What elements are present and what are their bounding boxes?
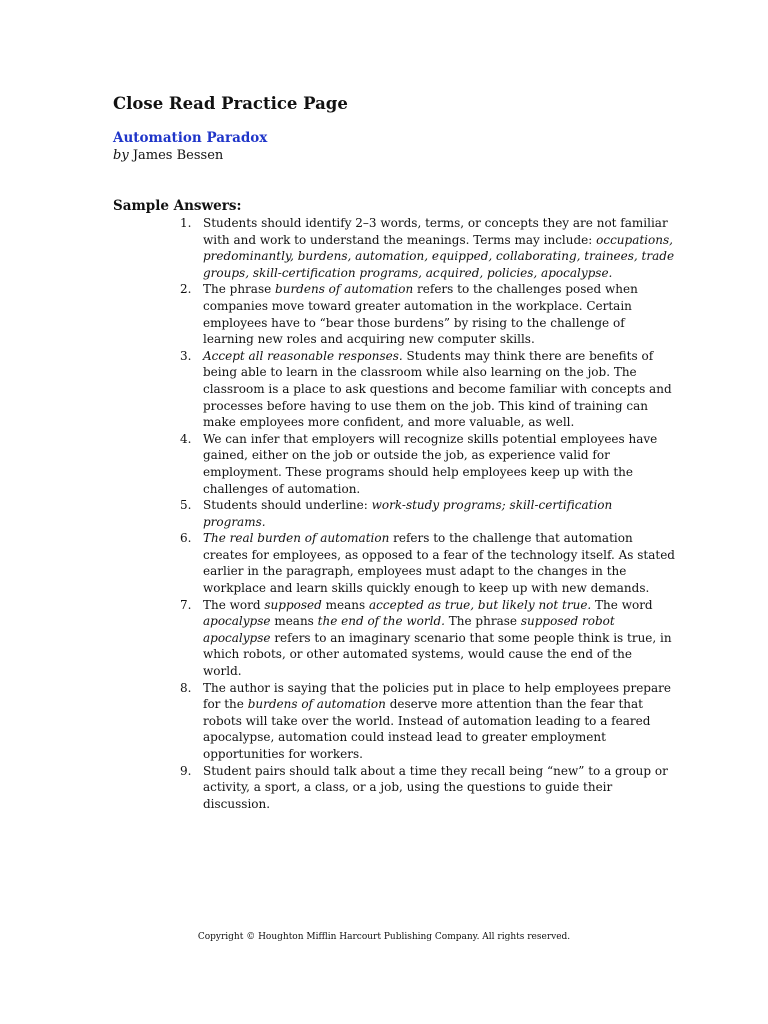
answer-line	[203, 646, 658, 663]
text-segment: learning new roles and acquiring new computer skills.	[203, 332, 535, 347]
text-segment: classroom is a place to ask questions and become familiar with concepts and	[203, 381, 672, 396]
answer-line	[203, 547, 675, 564]
answer-number: 1.	[180, 216, 192, 230]
text-segment: for the	[203, 697, 248, 712]
answer-text	[203, 281, 658, 347]
answer-number: 3.	[180, 348, 192, 363]
answer-line	[203, 746, 658, 763]
text-segment: The phrase	[444, 614, 521, 629]
answer-line	[203, 315, 658, 332]
italic-text: apocalypse	[203, 630, 271, 645]
answer-line	[203, 331, 658, 348]
answer-line	[203, 447, 658, 464]
answer-line	[203, 763, 668, 780]
italic-text: work-study programs; skill-certification	[371, 498, 613, 513]
answer-line	[203, 713, 658, 730]
italic-text: occupations,	[596, 232, 673, 247]
answer-item	[180, 281, 658, 347]
text-segment: with and work to understand the meanings. Terms may include:	[203, 232, 597, 247]
answer-line	[203, 481, 658, 498]
answer-line	[203, 232, 673, 249]
text-segment: Students may think there are benefits of	[402, 348, 654, 363]
answer-item	[180, 763, 668, 813]
answer-line	[203, 398, 658, 415]
answer-line	[203, 298, 658, 315]
answer-text	[203, 431, 658, 497]
text-segment: processes before having to use them on the job. This kind of training can	[203, 398, 648, 413]
text-segment: We can infer that employers will recognize skills potential employees have	[203, 431, 658, 446]
byline-by: by	[113, 148, 129, 163]
text-segment: means	[270, 614, 318, 629]
answer-text	[203, 530, 675, 596]
text-segment: Students should identify 2–3 words, terms, or concepts they are not familiar	[203, 216, 668, 230]
italic-text: predominantly, burdens, automation, equipped, collaborating, trainees, trade	[203, 249, 675, 264]
italic-text: burdens of automation	[275, 282, 414, 297]
answer-line	[203, 215, 668, 232]
text-segment: apocalypse, automation could instead lead to greater employment	[203, 730, 606, 745]
answer-number: 2.	[180, 282, 192, 297]
text-segment: robots will take over the world. Instead of automation leading to a feared	[203, 713, 651, 728]
text-segment: means	[321, 597, 369, 612]
answer-line	[203, 281, 658, 298]
text-segment: which robots, or other automated systems, would cause the end of the	[203, 647, 633, 662]
text-segment: The phrase	[203, 282, 276, 297]
text-segment: gained, either on the job or outside the job, as experience valid for	[203, 448, 610, 463]
answer-line	[203, 248, 675, 265]
answer-line	[203, 381, 672, 398]
answer-item	[180, 530, 675, 596]
answer-line	[203, 680, 671, 697]
answer-number: 7.	[180, 597, 192, 612]
answer-item	[180, 215, 675, 281]
answer-item	[180, 497, 658, 530]
answer-line	[203, 265, 658, 282]
answer-number: 9.	[180, 763, 192, 778]
italic-text: accepted as true, but likely not true.	[368, 597, 592, 612]
answer-number: 5.	[180, 498, 192, 513]
sample-answers-heading: Sample Answers:	[113, 198, 242, 214]
text-segment: companies move toward greater automation in the workplace. Certain	[203, 298, 632, 313]
text-segment: discussion.	[203, 796, 271, 811]
text-segment: activity, a sport, a class, or a job, using the questions to guide their	[203, 780, 613, 795]
text-segment: make employees more confident, and more valuable, as well.	[203, 415, 575, 430]
answer-text	[203, 215, 675, 281]
italic-text: Accept all reasonable responses.	[203, 348, 403, 363]
answer-line	[203, 663, 658, 680]
answer-text	[203, 497, 658, 530]
text-segment: The word	[203, 597, 265, 612]
italic-text: supposed robot	[520, 614, 615, 629]
italic-text: The real burden of automation	[203, 531, 390, 546]
text-segment: Students should underline:	[203, 498, 372, 513]
italic-text: supposed	[264, 597, 322, 612]
italic-text: programs.	[203, 514, 266, 529]
italic-text: burdens of automation	[247, 697, 386, 712]
answer-item	[180, 348, 672, 431]
answer-line	[203, 497, 658, 514]
answer-line	[203, 364, 658, 381]
copyright-footer: Copyright © Houghton Mifflin Harcourt Publishing Company. All rights reserved.	[197, 932, 571, 942]
answer-line	[203, 530, 658, 547]
text-segment: workplace and learn skills quickly enough to keep up with new demands.	[203, 581, 650, 596]
text-segment: world.	[203, 664, 242, 679]
text-segment: employment. These programs should help employees keep up with the	[203, 464, 633, 479]
text-segment: employees have to “bear those burdens” by rising to the challenge of	[203, 315, 625, 330]
author-name: James Bessen	[132, 148, 224, 163]
answer-line	[203, 696, 658, 713]
answer-line	[203, 414, 658, 431]
answer-item	[180, 431, 658, 497]
answer-line	[203, 563, 658, 580]
text-segment: being able to learn in the classroom while also learning on the job. The	[203, 365, 637, 380]
text-segment: The word	[591, 597, 653, 612]
article-title: Automation Paradox	[113, 130, 268, 146]
italic-text: groups, skill-certification programs, acquired, policies, apocalypse.	[203, 265, 613, 280]
text-segment: refers to the challenges posed when	[413, 282, 638, 297]
text-segment: opportunities for workers.	[203, 747, 363, 761]
text-segment: refers to the challenge that automation	[389, 531, 633, 546]
italic-text: the end of the world.	[317, 614, 445, 629]
italic-text: apocalypse	[203, 614, 271, 629]
answer-item	[180, 680, 671, 763]
answers-list	[180, 215, 675, 812]
answer-line	[203, 729, 658, 746]
text-segment: The author is saying that the policies put in place to help employees prepare	[203, 680, 671, 695]
answer-line	[203, 348, 658, 365]
answer-text	[203, 597, 672, 680]
answer-number: 4.	[180, 431, 192, 446]
text-segment: refers to an imaginary scenario that some people think is true, in	[270, 630, 672, 645]
answer-line	[203, 779, 658, 796]
text-segment: creates for employees, as opposed to a fear of the technology itself. As stated	[203, 547, 675, 562]
answer-line	[203, 630, 672, 647]
text-segment: deserve more attention than the fear that	[385, 697, 643, 712]
answer-line	[203, 431, 658, 448]
answer-line	[203, 514, 658, 531]
answer-line	[203, 613, 658, 630]
text-segment: earlier in the paragraph, employees must adapt to the changes in the	[203, 564, 627, 579]
answer-text	[203, 680, 671, 763]
text-segment: challenges of automation.	[203, 481, 361, 496]
answer-number: 6.	[180, 531, 192, 546]
page-title: Close Read Practice Page	[113, 94, 348, 113]
answer-number: 8.	[180, 680, 192, 695]
answer-line	[203, 597, 658, 614]
byline	[113, 147, 223, 164]
answer-line	[203, 464, 658, 481]
answer-text	[203, 763, 668, 813]
text-segment: Student pairs should talk about a time they recall being “new” to a group or	[203, 763, 668, 778]
answer-item	[180, 597, 672, 680]
answer-line	[203, 796, 658, 813]
answer-text	[203, 348, 672, 431]
answer-line	[203, 580, 658, 597]
